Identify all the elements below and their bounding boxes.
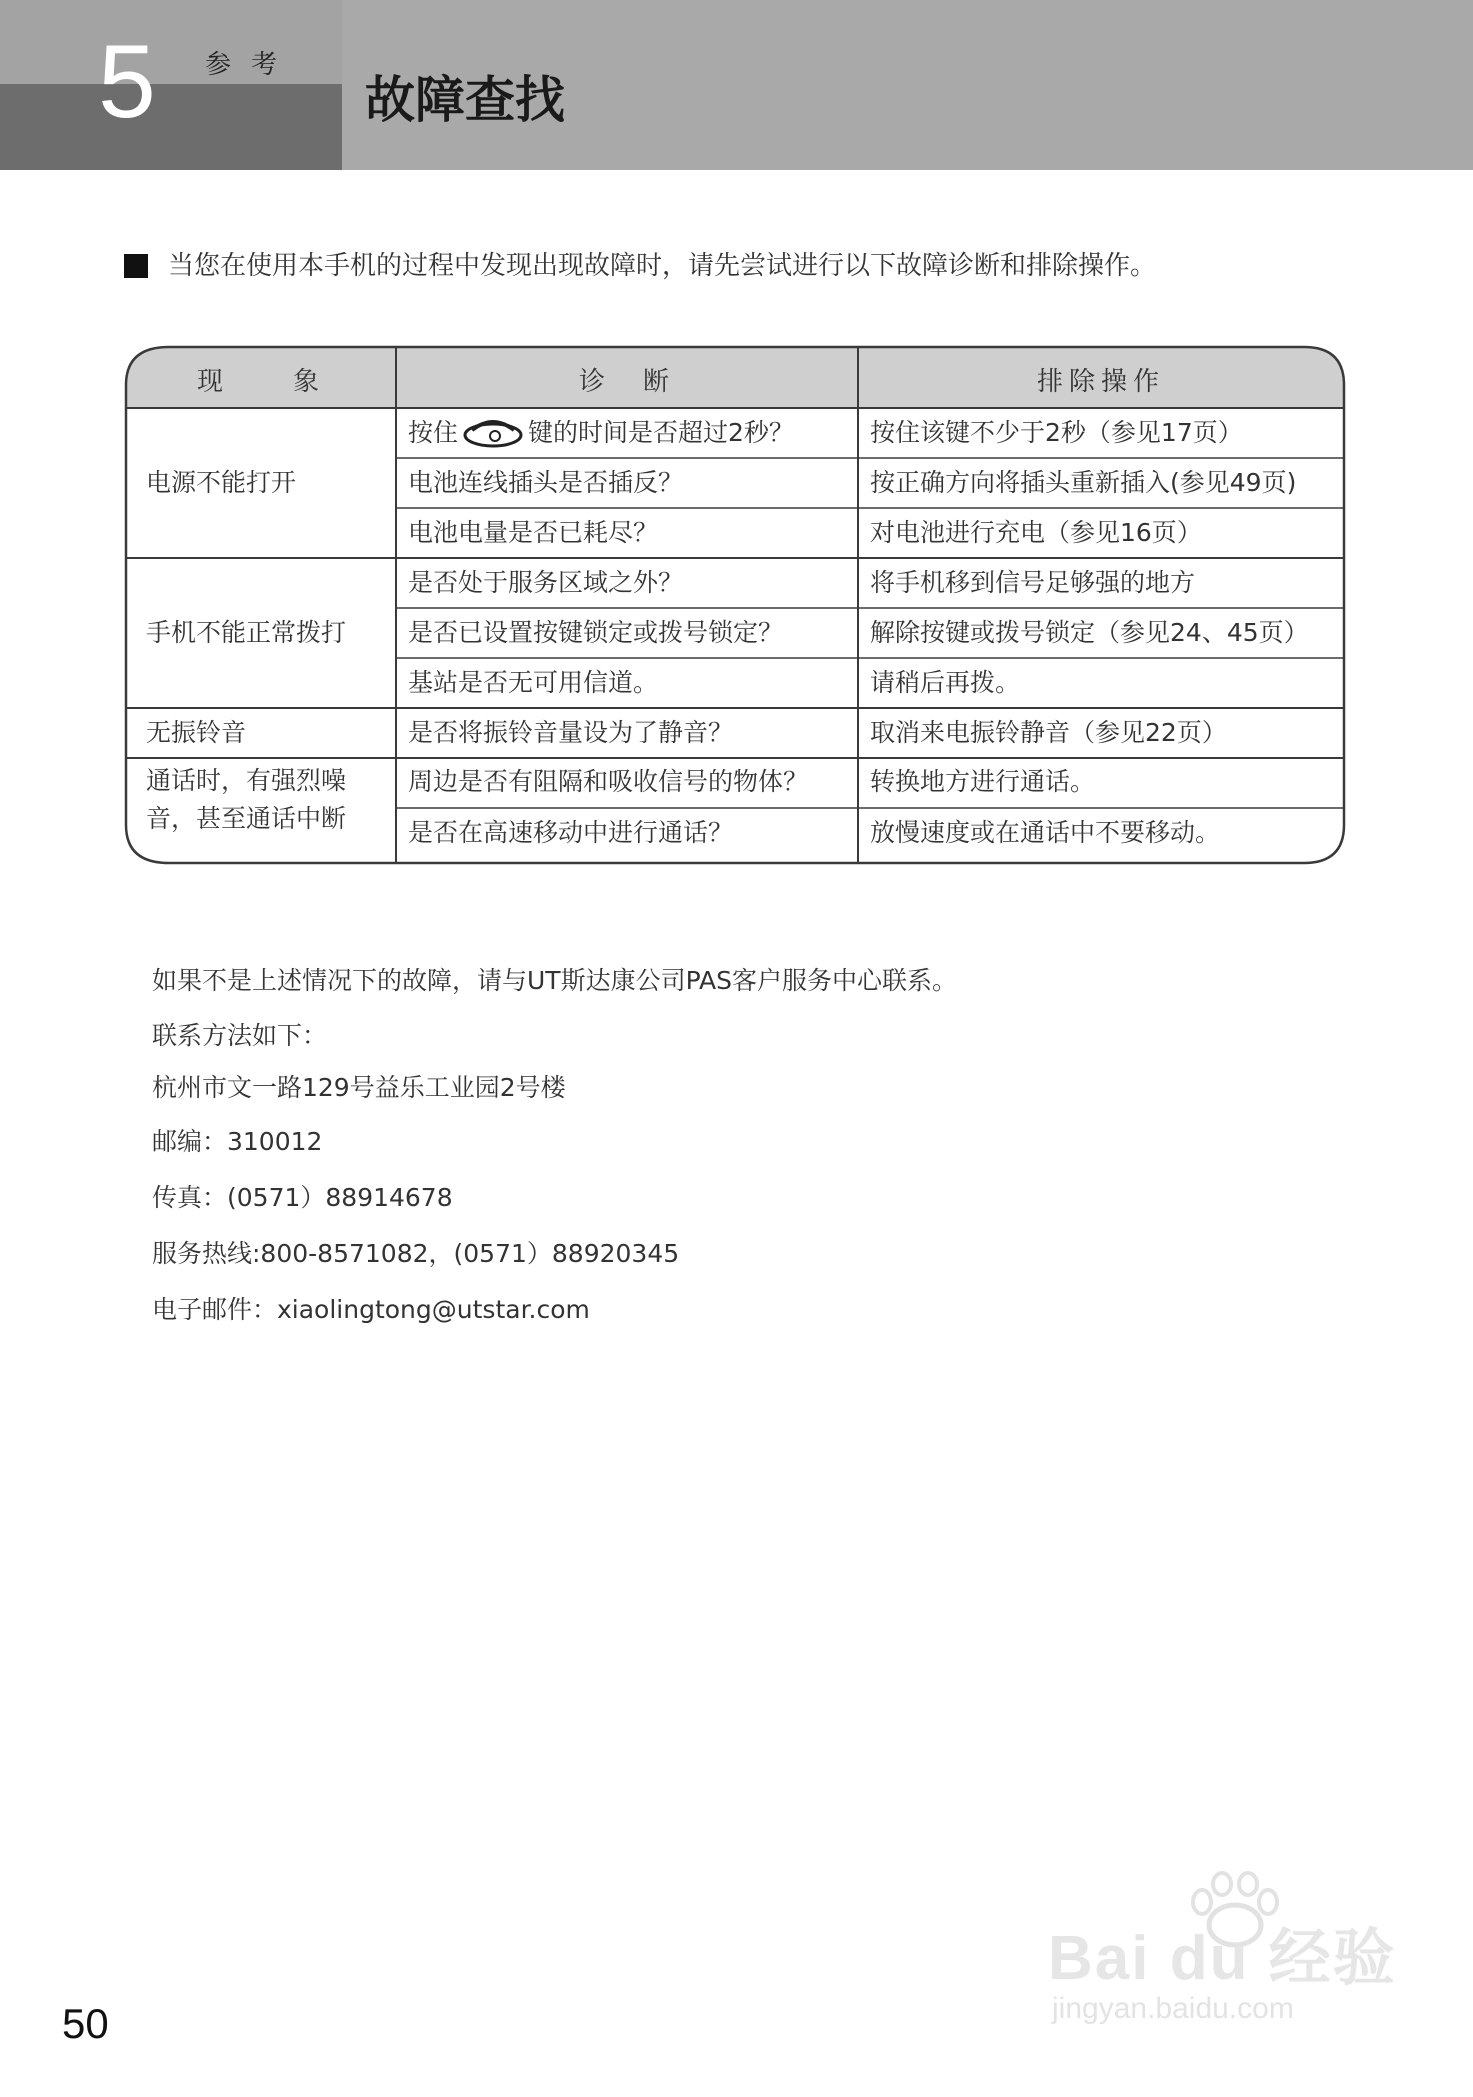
intro-text: 当您在使用本手机的过程中发现出现故障时，请先尝试进行以下故障诊断和排除操作。 <box>168 251 1157 281</box>
diagnosis-cell: 基站是否无可用信道。 <box>408 668 659 697</box>
diagnosis-cell: 电池电量是否已耗尽？ <box>408 518 659 547</box>
intro-paragraph <box>124 250 1156 282</box>
contact-address: 杭州市文一路129号益乐工业园2号楼 <box>152 1073 566 1102</box>
symptom-cell: 电源不能打开 <box>146 468 297 497</box>
action-cell: 转换地方进行通话。 <box>870 767 1096 796</box>
diagnosis-cell: 周边是否有阻隔和吸收信号的物体？ <box>408 767 809 796</box>
action-cell: 按正确方向将插头重新插入(参见49页) <box>870 468 1297 497</box>
header-symptom: 现 象 <box>196 367 325 397</box>
diagnosis-cell: 是否处于服务区域之外？ <box>408 568 684 597</box>
symptom-cell-line-1: 通话时，有强烈噪 <box>146 766 347 795</box>
contact-email: 电子邮件：xiaolingtong@utstar.com <box>152 1295 590 1324</box>
header-band-dark <box>0 84 342 170</box>
action-cell: 按住该键不少于2秒（参见17页） <box>870 418 1243 447</box>
header-diagnosis: 诊 断 <box>578 367 675 397</box>
page-number: 50 <box>62 2000 109 2047</box>
watermark-site: jingyan.baidu.com <box>1052 1992 1294 2025</box>
contact-hotline: 服务热线:800-8571082，(0571）88920345 <box>152 1239 680 1268</box>
diagnosis-cell: 是否已设置按键锁定或拨号锁定？ <box>408 618 784 647</box>
diagnosis-text-pre: 按住 <box>408 418 459 447</box>
action-cell: 放慢速度或在通话中不要移动。 <box>870 818 1221 847</box>
chapter-label: 参考 <box>205 50 298 80</box>
symptom-cell: 手机不能正常拨打 <box>146 618 347 647</box>
troubleshooting-table <box>124 345 1346 865</box>
watermark-brand: Bai du 经验 <box>1048 1924 1397 1993</box>
end-call-key-icon <box>462 418 524 448</box>
diagnosis-text-post: 键的时间是否超过2秒？ <box>528 418 794 447</box>
diagnosis-cell <box>408 418 794 448</box>
chapter-number: 5 <box>98 24 156 140</box>
contact-fax: 传真：(0571）88914678 <box>152 1183 453 1212</box>
action-cell: 取消来电振铃静音（参见22页） <box>870 718 1227 747</box>
contact-postcode: 邮编：310012 <box>152 1127 323 1156</box>
bullet-square-icon <box>124 254 148 278</box>
header-action: 排除操作 <box>1036 367 1165 397</box>
symptom-cell-line-2: 音，甚至通话中断 <box>146 804 347 833</box>
contact-method: 联系方法如下： <box>152 1021 328 1050</box>
action-cell: 请稍后再拨。 <box>870 668 1021 697</box>
diagnosis-cell: 电池连线插头是否插反？ <box>408 468 684 497</box>
action-cell: 对电池进行充电（参见16页） <box>870 518 1202 547</box>
diagnosis-cell: 是否将振铃音量设为了静音？ <box>408 718 734 747</box>
baidu-watermark <box>1040 1870 1400 2040</box>
symptom-cell: 无振铃音 <box>146 718 247 747</box>
action-cell: 解除按键或拨号锁定（参见24、45页） <box>870 618 1309 647</box>
action-cell: 将手机移到信号足够强的地方 <box>870 568 1196 597</box>
contact-note: 如果不是上述情况下的故障，请与UT斯达康公司PAS客户服务中心联系。 <box>152 966 958 995</box>
diagnosis-cell: 是否在高速移动中进行通话？ <box>408 818 734 847</box>
page-title: 故障查找 <box>365 71 565 129</box>
